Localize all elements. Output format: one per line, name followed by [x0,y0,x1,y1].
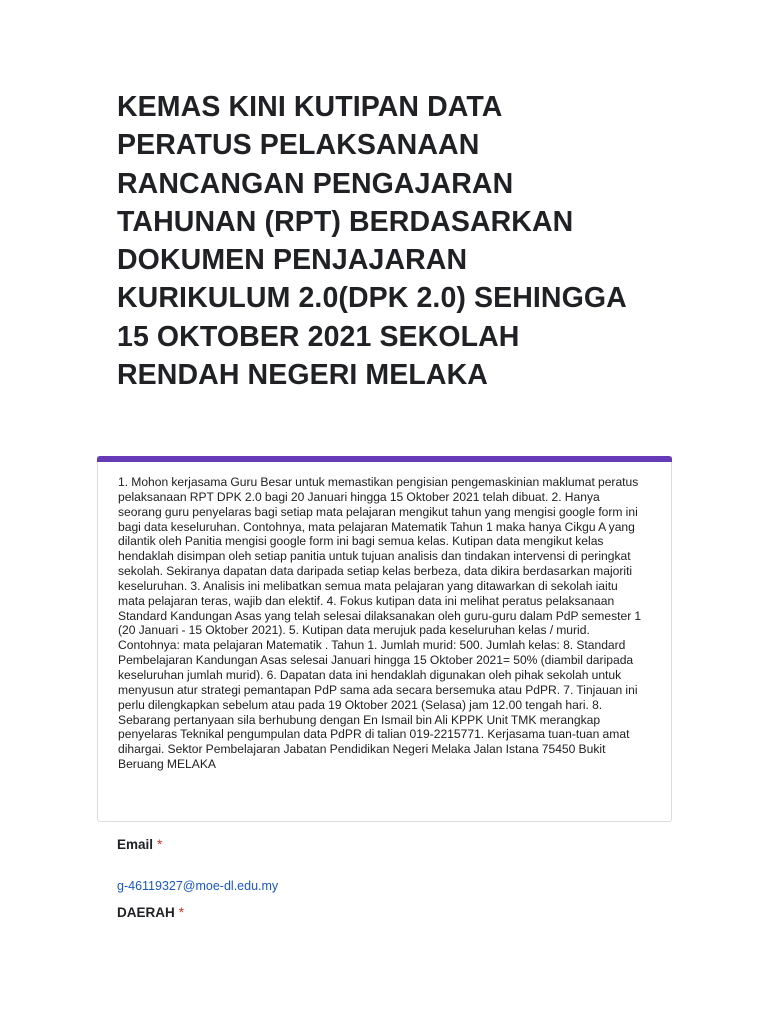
form-accent-bar [97,456,672,462]
daerah-required-marker: * [178,905,185,920]
daerah-label-text: DAERAH [117,905,175,920]
email-label-text: Email [117,837,154,852]
form-title: KEMAS KINI KUTIPAN DATA PERATUS PELAKSANAAN RANCANGAN PENGAJARAN TAHUNAN (RPT) BERDASARKAN DOKUMEN PENJAJARAN KURIKULUM 2.0(DPK 2.0) SEHINGGA 15 OKTOBER 2021 SEKOLAH RENDAH NEGERI MELAKA [117,91,626,392]
email-required-marker: * [157,837,163,852]
daerah-label [117,905,184,921]
form-description-card [97,456,672,822]
email-label [117,837,162,853]
email-value: g-46119327@moe-dl.edu.my [117,879,279,893]
form-description: 1. Mohon kerjasama Guru Besar untuk memastikan pengisian pengemaskinian maklumat peratus pelaksanaan RPT DPK 2.0 bagi 20 Januari hingga 15 Oktober 2021 telah dibuat. 2. Hanya seorang guru penyelaras bagi setiap mata pelajaran mengikut tahun yang mengisi google form ini bagi data keseluruhan. Contohnya, mata pelajaran Matematik Tahun 1 maka hanya Cikgu A yang dilantik oleh Panitia mengisi google form ini bagi semua kelas. Kutipan data mengikut kelas hendaklah disimpan oleh setiap panitia untuk tujuan analisis dan tindakan intervensi di peringkat sekolah. Sekiranya dapatan data daripada setiap kelas berbeza, data dikira berdasarkan majoriti keseluruhan. 3. Analisis ini melibatkan semua mata pelajaran yang ditawarkan di sekolah iaitu mata pelajaran teras, wajib dan elektif. 4. Fokus kutipan data ini melihat peratus pelaksanaan Standard Kandungan Asas yang telah selesai dilaksanakan oleh guru-guru dalam PdP semester 1 (20 Januari - 15 Oktober 2021). 5. Kutipan data merujuk pada keseluruhan kelas / murid. Contohnya: mata pelajaran Matematik . Tahun 1. Jumlah murid: 500. Jumlah kelas: 8. Standard Pembelajaran Kandungan Asas selesai Januari hingga 15 Oktober 2021= 50% (diambil daripada keseluruhan jumlah murid). 6. Dapatan data ini hendaklah digunakan oleh pihak sekolah untuk menyusun atur strategi pemantapan PdP sama ada secara bersemuka atau PdPR. 7. Tinjauan ini perlu dilengkapkan sebelum atau pada 19 Oktober 2021 (Selasa) jam 12.00 tengah hari. 8. Sebarang pertanyaan sila berhubung dengan En Ismail bin Ali KPPK Unit TMK merangkap penyelaras Teknikal pengumpulan data PdPR di talian 019-2215771. Kerjasama tuan-tuan amat dihargai. Sektor Pembelajaran Jabatan Pendidikan Negeri Melaka Jalan Istana 75450 Bukit Beruang MELAKA [118,475,642,772]
